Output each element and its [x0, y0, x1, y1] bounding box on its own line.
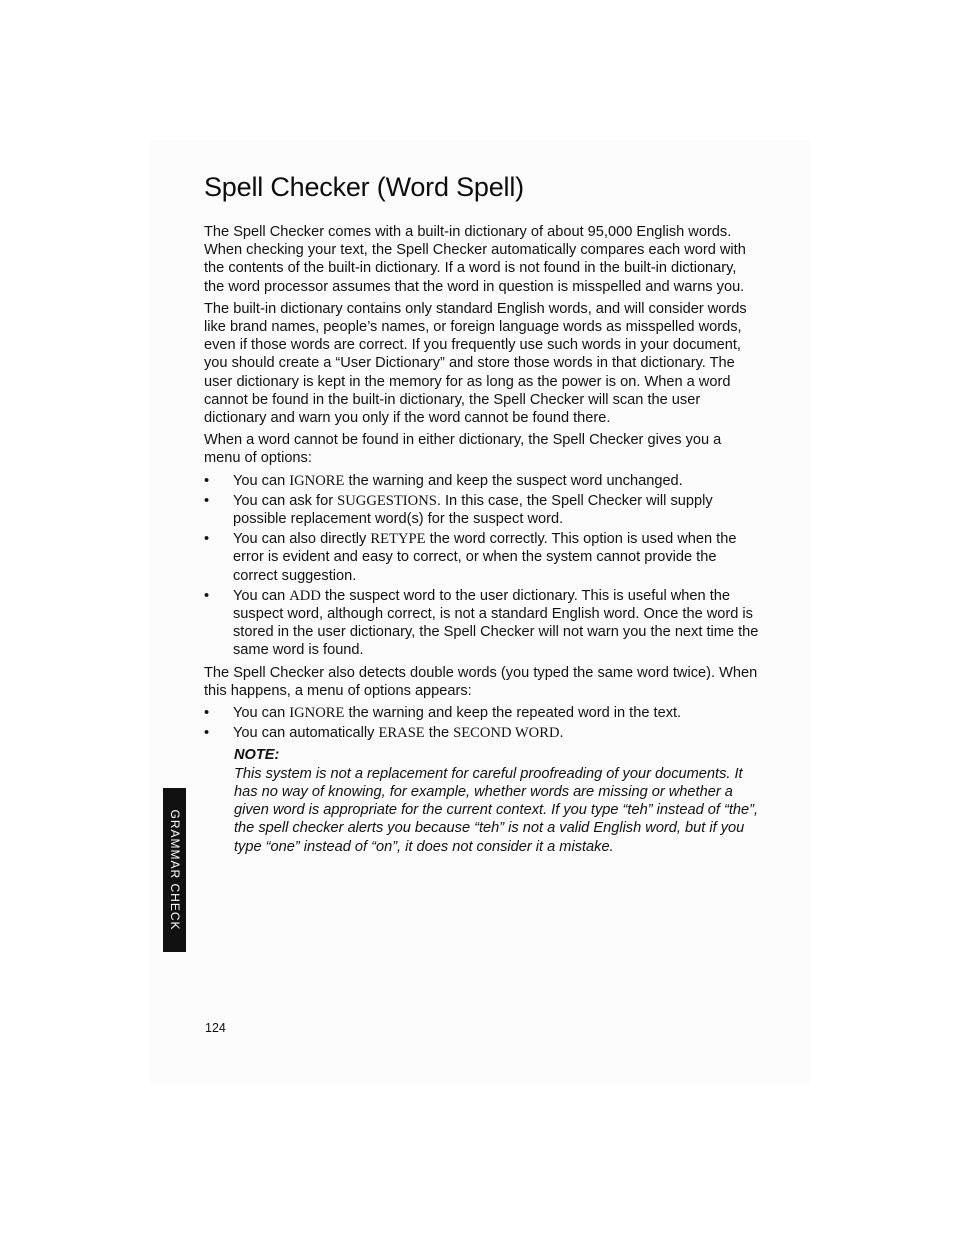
note-box [234, 746, 760, 855]
keyword-ignore: IGNORE [289, 472, 345, 489]
list-item: • You can automatically ERASE the SECOND WORD. [204, 725, 564, 742]
document-body [204, 172, 760, 855]
bullet: • [204, 705, 210, 722]
note-label: NOTE: [234, 747, 280, 764]
keyword-ignore: IGNORE [289, 705, 345, 722]
list-item: • You can ADD the suspect word to the user dictionary. This is useful when the suspect word, although correct, is not a standard English word. Once the word is stored in the user dictionary, the Spell Checker will not warn you the next time the same word is found. [204, 587, 759, 659]
options-list [204, 472, 760, 660]
keyword-add: ADD [289, 587, 321, 604]
section-side-tab [163, 788, 186, 952]
page-number: 124 [205, 1021, 226, 1035]
keyword-retype: RETYPE [370, 531, 426, 548]
double-words-paragraph: The Spell Checker also detects double words (you typed the same word twice). When this happens, a menu of options appears: [204, 664, 758, 699]
keyword-second-word: SECOND WORD [453, 725, 560, 742]
intro-paragraph: The Spell Checker comes with a built-in dictionary of about 95,000 English words. When checking your text, the Spell Checker automatically compares each word with the contents of the built-in dictionary. If a word is not found in the built-in dictionary, the word processor assumes that the word in question is misspelled and warns you. [204, 224, 746, 295]
list-item: • You can ask for SUGGESTIONS. In this case, the Spell Checker will supply possible replacement word(s) for the suspect word. [204, 492, 713, 528]
side-tab-label: GRAMMAR CHECK [167, 809, 182, 931]
list-item: • You can also directly RETYPE the word correctly. This option is used when the error is evident and easy to correct, or when the system cannot provide the correct suggestion. [204, 531, 737, 584]
bullet: • [204, 587, 210, 604]
note-body: This system is not a replacement for careful proofreading of your documents. It has no way of knowing, for example, whether words are missing or whether a given word is appropriate for the current context. If you type “teh” instead of “the”, the spell checker alerts you because “teh” is not a valid English word, but if you type “one” instead of “on”, it does not consider it a mistake. [234, 765, 759, 855]
page-title: Spell Checker (Word Spell) [204, 172, 524, 202]
bullet: • [204, 531, 210, 548]
double-words-list [204, 704, 760, 742]
bullet: • [204, 472, 210, 489]
bullet: • [204, 725, 210, 742]
bullet: • [204, 492, 210, 509]
keyword-suggestions: SUGGESTIONS [337, 492, 437, 509]
list-item: • You can IGNORE the warning and keep the suspect word unchanged. [204, 472, 683, 489]
options-intro-paragraph: When a word cannot be found in either dictionary, the Spell Checker gives you a menu of options: [204, 432, 722, 467]
keyword-erase: ERASE [378, 725, 425, 742]
list-item: • You can IGNORE the warning and keep the repeated word in the text. [204, 705, 682, 722]
builtin-dictionary-paragraph: The built-in dictionary contains only standard English words, and will consider words like brand names, people’s names, or foreign language words as misspelled words, even if those words are correct. If you frequently use such words in your document, you should create a “User Dictionary” and store those words in that dictionary. The user dictionary is kept in the memory for as long as the power is on. When a word cannot be found in the built-in dictionary, the Spell Checker will scan the user dictionary and warn you only if the word cannot be found there. [204, 300, 747, 427]
